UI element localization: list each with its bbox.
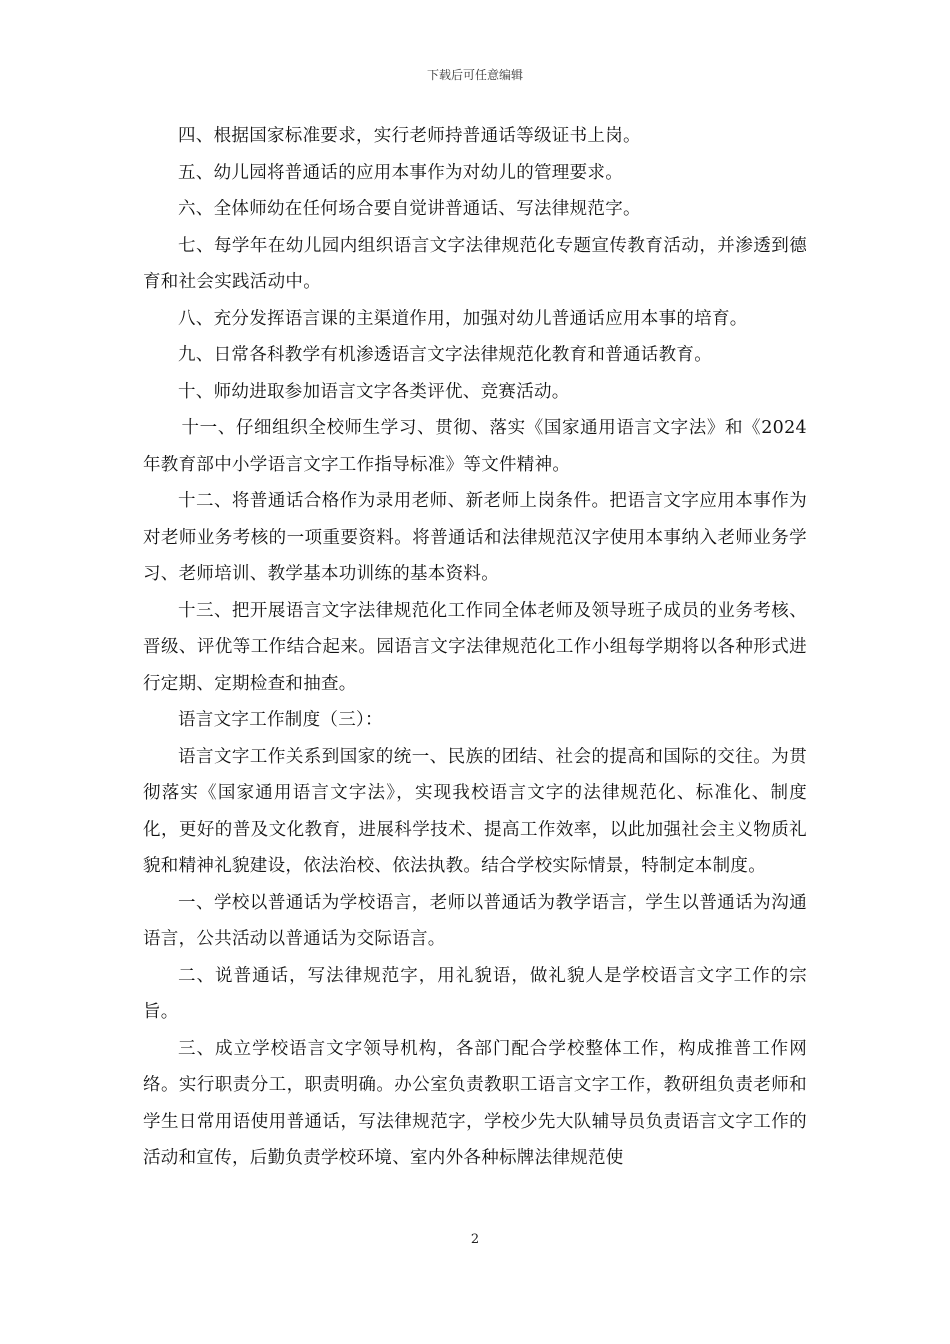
paragraph: 七、每学年在幼儿园内组织语言文字法律规范化专题宣传教育活动，并渗透到德育和社会实践活动中。 — [143, 235, 807, 292]
paragraph: 二、说普通话，写法律规范字，用礼貌语，做礼貌人是学校语言文字工作的宗旨。 — [143, 965, 807, 1022]
paragraph: 十一、仔细组织全校师生学习、贯彻、落实《国家通用语言文字法》和《2024年教育部中小学语言文字工作指导标准》等文件精神。 — [143, 418, 807, 475]
paragraph: 八、充分发挥语言课的主渠道作用，加强对幼儿普通话应用本事的培育。 — [178, 308, 748, 329]
paragraph: 语言文字工作关系到国家的统一、民族的团结、社会的提高和国际的交往。为贯彻落实《国家通用语言文字法》，实现我校语言文字的法律规范化、标准化、制度化，更好的普及文化教育，进展科学技术、提高工作效率，以此加强社会主义物质礼貌和精神礼貌建设，依法治校、依法执教。结合学校实际情景，特制定本制度。 — [143, 746, 807, 876]
document-body — [143, 118, 807, 1177]
paragraph: 六、全体师幼在任何场合要自觉讲普通话、写法律规范字。 — [178, 199, 641, 219]
page-header: 下载后可任意编辑 — [426, 68, 523, 82]
page-number: 2 — [470, 1232, 480, 1247]
paragraph: 三、成立学校语言文字领导机构，各部门配合学校整体工作，构成推普工作网络。实行职责分工，职责明确。办公室负责教职工语言文字工作，教研组负责老师和学生日常用语使用普通话，写法律规范字，学校少先大队辅导员负责语言文字工作的活动和宣传，后勤负责学校环境、室内外各种标牌法律规范使 — [143, 1038, 807, 1168]
paragraph: 九、日常各科教学有机渗透语言文字法律规范化教育和普通话教育。 — [178, 345, 712, 365]
paragraph: 五、幼儿园将普通话的应用本事作为对幼儿的管理要求。 — [178, 162, 623, 183]
paragraph: 一、学校以普通话为学校语言，老师以普通话为教学语言，学生以普通话为沟通语言，公共活动以普通话为交际语言。 — [143, 892, 807, 949]
paragraph: 十三、把开展语言文字法律规范化工作同全体老师及领导班子成员的业务考核、晋级、评优等工作结合起来。园语言文字法律规范化工作小组每学期将以各种形式进行定期、定期检查和抽查。 — [143, 600, 807, 694]
paragraph: 十二、将普通话合格作为录用老师、新老师上岗条件。把语言文字应用本事作为对老师业务考核的一项重要资料。将普通话和法律规范汉字使用本事纳入老师业务学习、老师培训、教学基本功训练的基本资料。 — [143, 491, 807, 584]
paragraph: 十、师幼进取参加语言文字各类评优、竞赛活动。 — [178, 381, 570, 402]
paragraph: 四、根据国家标准要求，实行老师持普通话等级证书上岗。 — [178, 126, 641, 146]
section-heading: 语言文字工作制度（三）： — [178, 710, 383, 730]
